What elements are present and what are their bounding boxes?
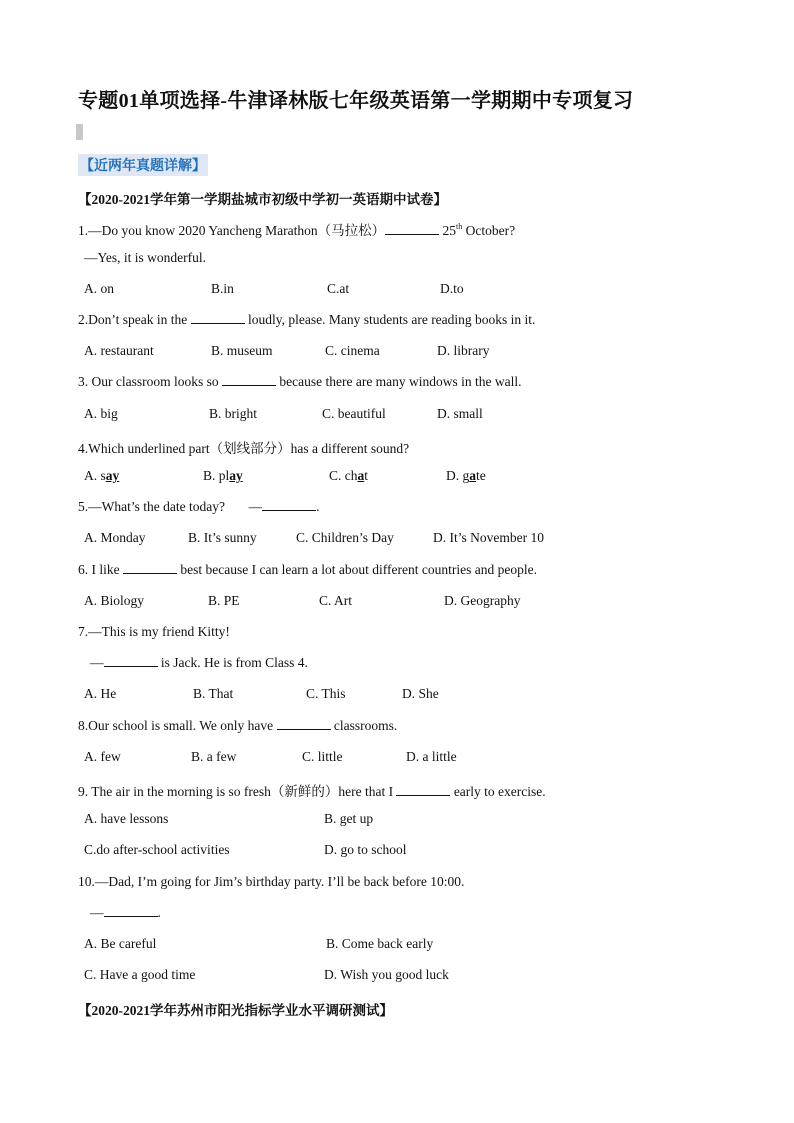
answer-blank xyxy=(262,500,316,511)
question-10-reply: — . xyxy=(90,905,161,920)
answer-blank xyxy=(123,563,177,574)
section-label: 【近两年真题详解】 xyxy=(78,154,208,176)
q7-option-a: A. He xyxy=(84,686,117,701)
q3-option-a: A. big xyxy=(84,406,118,421)
document-title: 专题01单项选择-牛津译林版七年级英语第一学期期中专项复习 xyxy=(78,90,634,112)
q10-option-b: B. Come back early xyxy=(326,936,434,951)
question-9: 9. The air in the morning is so fresh（新鲜的）here that I early to exercise. xyxy=(78,784,546,799)
question-4: 4.Which underlined part（划线部分）has a different sound? xyxy=(78,441,410,456)
q5-option-d: D. It’s November 10 xyxy=(433,530,544,545)
q3-option-c: C. beautiful xyxy=(322,406,386,421)
question-8: 8.Our school is small. We only have classrooms. xyxy=(78,718,398,733)
q4-option-a: A. say xyxy=(84,468,120,483)
q7-option-c: C. This xyxy=(306,686,346,701)
question-10: 10.—Dad, I’m going for Jim’s birthday party. I’ll be back before 10:00. xyxy=(78,874,465,889)
question-2: 2.Don’t speak in the loudly, please. Many students are reading books in it. xyxy=(78,312,536,327)
q3-option-d: D. small xyxy=(437,406,483,421)
answer-blank xyxy=(385,224,439,235)
question-6: 6. I like best because I can learn a lot about different countries and people. xyxy=(78,562,537,577)
exam-heading-2: 【2020-2021学年苏州市阳光指标学业水平调研测试】 xyxy=(78,1003,393,1018)
q9-option-b: B. get up xyxy=(324,811,374,826)
q7-option-b: B. That xyxy=(193,686,234,701)
answer-blank xyxy=(191,313,245,324)
answer-blank xyxy=(222,375,276,386)
q6-option-a: A. Biology xyxy=(84,593,145,608)
q1-option-c: C.at xyxy=(327,281,350,296)
paragraph-marker xyxy=(76,124,83,140)
q8-option-a: A. few xyxy=(84,749,121,764)
question-1: 1.—Do you know 2020 Yancheng Marathon（马拉松） 25th October? xyxy=(78,222,516,238)
q10-option-a: A. Be careful xyxy=(84,936,157,951)
answer-blank xyxy=(104,656,158,667)
q1-option-a: A. on xyxy=(84,281,114,296)
q10-option-d: D. Wish you good luck xyxy=(324,967,449,982)
q6-option-b: B. PE xyxy=(208,593,240,608)
answer-blank xyxy=(396,785,450,796)
q2-option-a: A. restaurant xyxy=(84,343,154,358)
q3-option-b: B. bright xyxy=(209,406,258,421)
q4-option-b: B. play xyxy=(203,468,243,483)
question-7: 7.—This is my friend Kitty! xyxy=(78,624,230,639)
q8-option-d: D. a little xyxy=(406,749,457,764)
q1-option-b: B.in xyxy=(211,281,234,296)
answer-blank xyxy=(104,906,158,917)
q5-option-c: C. Children’s Day xyxy=(296,530,394,545)
question-5: 5.—What’s the date today? — . xyxy=(78,499,320,514)
q4-option-d: D. gate xyxy=(446,468,486,483)
q2-option-d: D. library xyxy=(437,343,490,358)
question-1-reply: —Yes, it is wonderful. xyxy=(84,250,207,265)
q8-option-b: B. a few xyxy=(191,749,237,764)
q1-option-d: D.to xyxy=(440,281,464,296)
q4-option-c: C. chat xyxy=(329,468,369,483)
q10-option-c: C. Have a good time xyxy=(84,967,196,982)
q9-option-d: D. go to school xyxy=(324,842,407,857)
q6-option-d: D. Geography xyxy=(444,593,521,608)
answer-blank xyxy=(277,719,331,730)
q5-option-b: B. It’s sunny xyxy=(188,530,257,545)
q2-option-b: B. museum xyxy=(211,343,273,358)
q9-option-c: C.do after-school activities xyxy=(84,842,230,857)
q8-option-c: C. little xyxy=(302,749,343,764)
q7-option-d: D. She xyxy=(402,686,439,701)
q6-option-c: C. Art xyxy=(319,593,353,608)
q5-option-a: A. Monday xyxy=(84,530,146,545)
q2-option-c: C. cinema xyxy=(325,343,380,358)
q9-option-a: A. have lessons xyxy=(84,811,169,826)
question-3: 3. Our classroom looks so because there are many windows in the wall. xyxy=(78,374,522,389)
question-7-reply: — is Jack. He is from Class 4. xyxy=(90,655,308,670)
exam-heading-1: 【2020-2021学年第一学期盐城市初级中学初一英语期中试卷】 xyxy=(78,192,447,207)
